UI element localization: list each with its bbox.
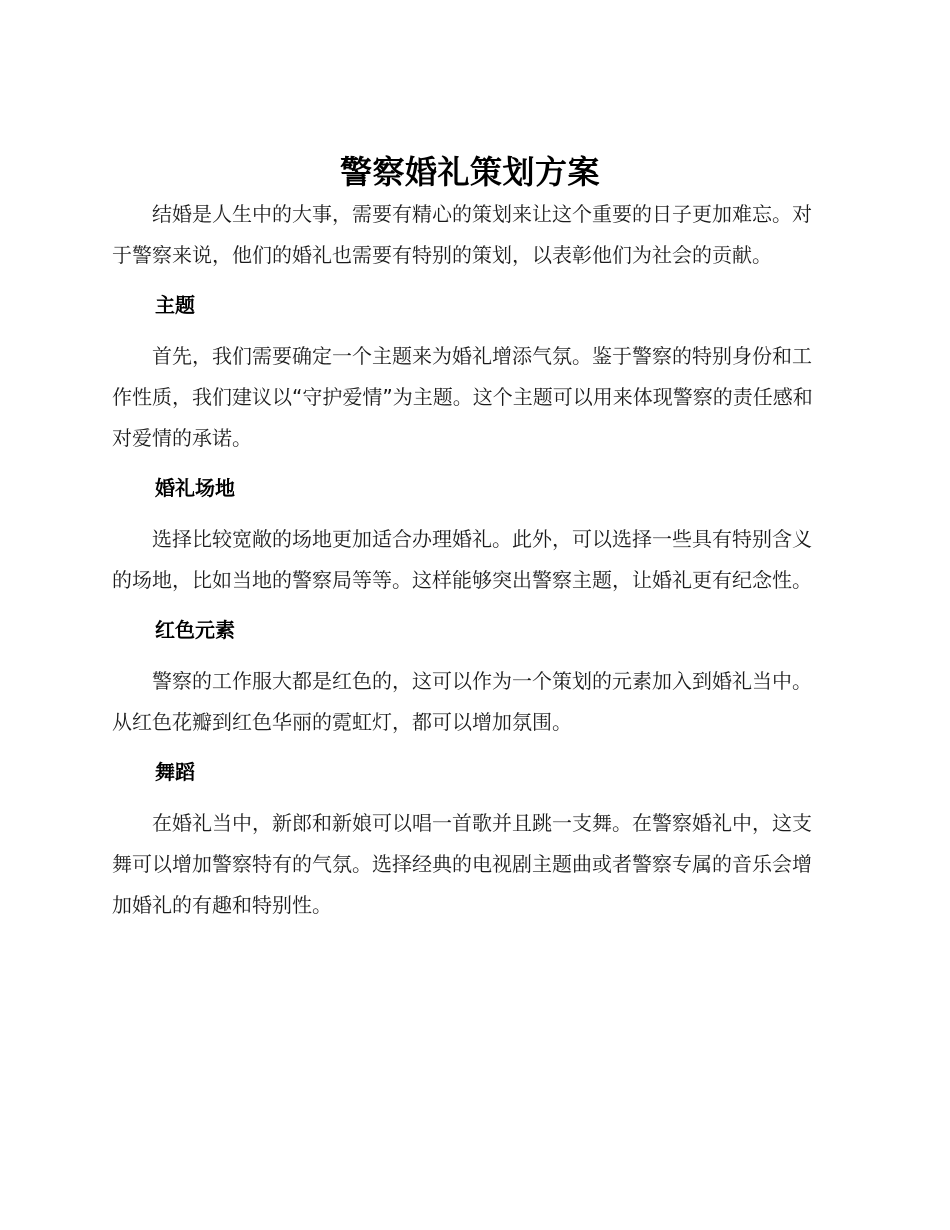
document-title: 警察婚礼策划方案 bbox=[339, 153, 600, 191]
section-body-theme: 首先，我们需要确定一个主题来为婚礼增添气氛。鉴于警察的特别身份和工作性质，我们建议以“守护爱情”为主题。这个主题可以用来体现警察的责任感和对爱情的承诺。 bbox=[112, 344, 813, 450]
section-body-dance: 在婚礼当中，新郎和新娘可以唱一首歌并且跳一支舞。在警察婚礼中，这支舞可以增加警察特有的气氛。选择经典的电视剧主题曲或者警察专属的音乐会增加婚礼的有趣和特别性。 bbox=[112, 811, 812, 917]
intro-paragraph: 结婚是人生中的大事，需要有精心的策划来让这个重要的日子更加难忘。对于警察来说，他们的婚礼也需要有特别的策划，以表彰他们为社会的贡献。 bbox=[112, 202, 812, 267]
document-content bbox=[112, 150, 828, 926]
section-body-red-elements: 警察的工作服大都是红色的，这可以作为一个策划的元素加入到婚礼当中。从红色花瓣到红色华丽的霓虹灯，都可以增加氛围。 bbox=[112, 669, 812, 734]
section-heading-venue: 婚礼场地 bbox=[155, 476, 235, 500]
section-heading-theme: 主题 bbox=[155, 293, 195, 317]
section-body-venue: 选择比较宽敞的场地更加适合办理婚礼。此外，可以选择一些具有特别含义的场地，比如当地的警察局等等。这样能够突出警察主题，让婚礼更有纪念性。 bbox=[112, 527, 812, 592]
section-heading-red-elements: 红色元素 bbox=[155, 618, 235, 642]
section-heading-dance: 舞蹈 bbox=[155, 760, 195, 784]
